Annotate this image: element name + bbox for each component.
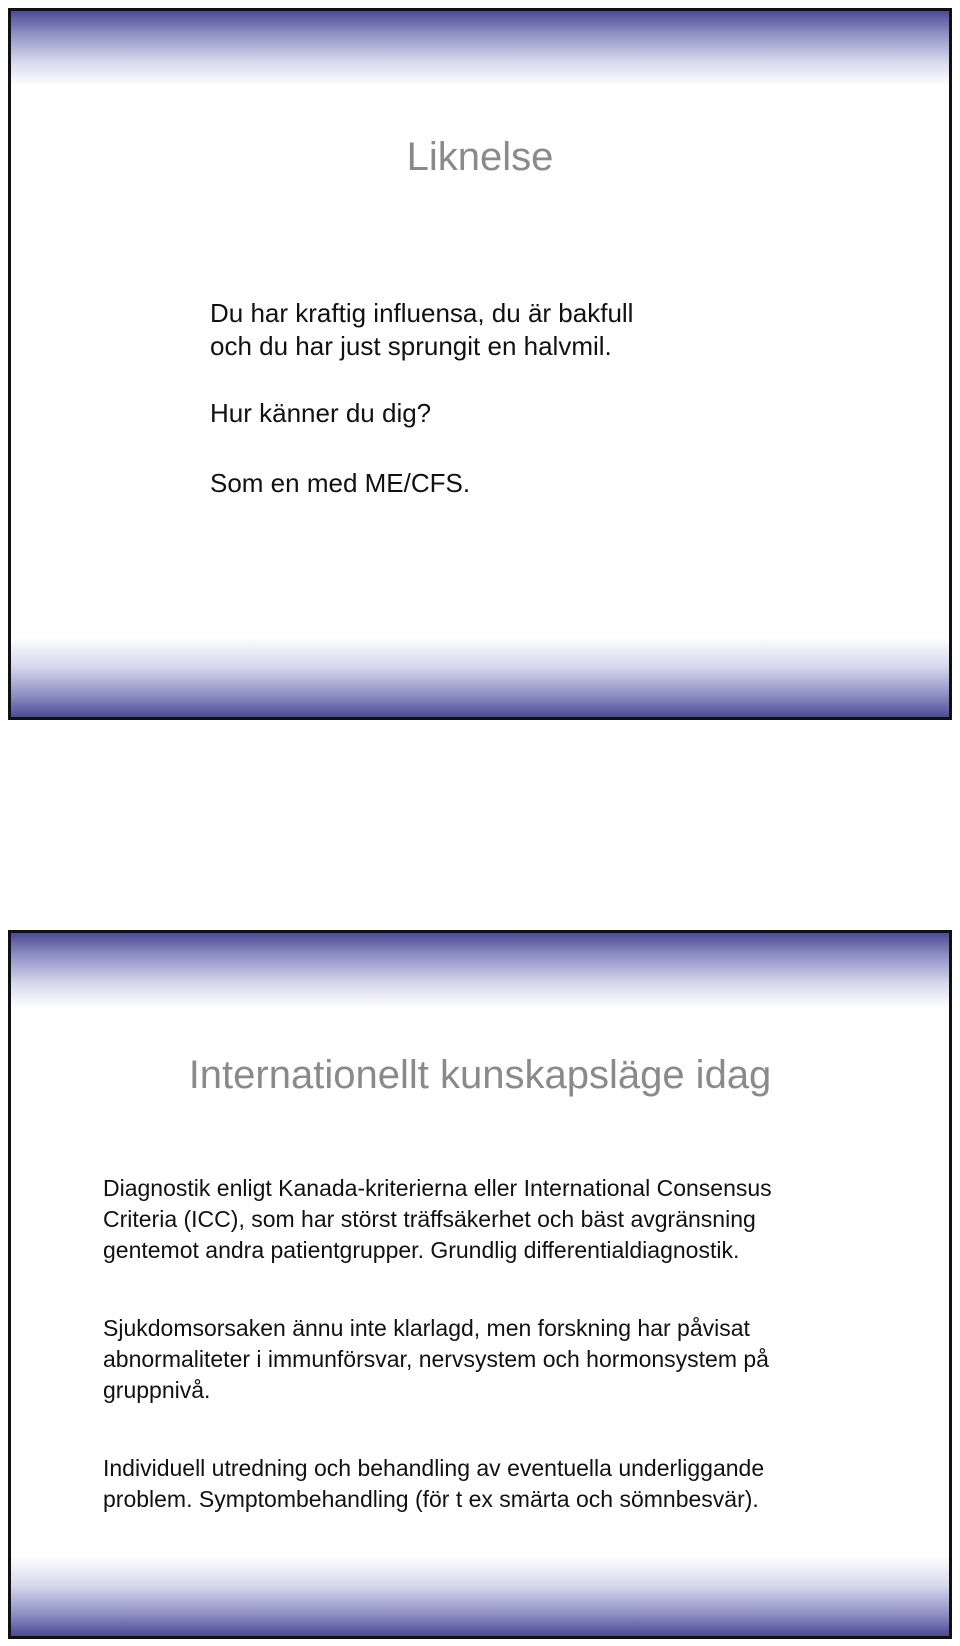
- paragraph-line: och du har just sprungit en halvmil.: [210, 331, 612, 361]
- slide-paragraph: [103, 1173, 889, 1266]
- paragraph-line: Criteria (ICC), som har störst träffsäkerhet och bäst avgränsning: [103, 1206, 756, 1232]
- paragraph-line: Individuell utredning och behandling av eventuella underliggande: [103, 1455, 765, 1481]
- paragraph-line: abnormaliteter i immunförsvar, nervsystem och hormonsystem på: [103, 1346, 769, 1372]
- slide-paragraph: [103, 1313, 889, 1406]
- slide-title: Liknelse: [406, 135, 554, 179]
- paragraph-line: Du har kraftig influensa, du är bakfull: [210, 298, 634, 328]
- paragraph-line: problem. Symptombehandling (för t ex smärta och sömnbesvär).: [103, 1486, 759, 1512]
- paragraph-line: Diagnostik enligt Kanada-kriterierna eller International Consensus: [103, 1175, 772, 1201]
- slide-paragraph: [103, 1453, 889, 1515]
- paragraph-line: Som en med ME/CFS.: [210, 468, 471, 498]
- paragraph-line: gruppnivå.: [103, 1377, 211, 1403]
- slide-kunskapslage: [8, 930, 952, 1639]
- paragraph-line: Sjukdomsorsaken ännu inte klarlagd, men forskning har påvisat: [103, 1315, 750, 1341]
- paragraph-line: Hur känner du dig?: [210, 398, 432, 428]
- slide-title: Internationellt kunskapsläge idag: [188, 1053, 772, 1097]
- slide-liknelse: [8, 8, 952, 720]
- slide-paragraph: [210, 297, 633, 363]
- slide-paragraph: [210, 467, 470, 500]
- paragraph-line: gentemot andra patientgrupper. Grundlig differentialdiagnostik.: [103, 1237, 740, 1263]
- slide-paragraph: [210, 397, 431, 430]
